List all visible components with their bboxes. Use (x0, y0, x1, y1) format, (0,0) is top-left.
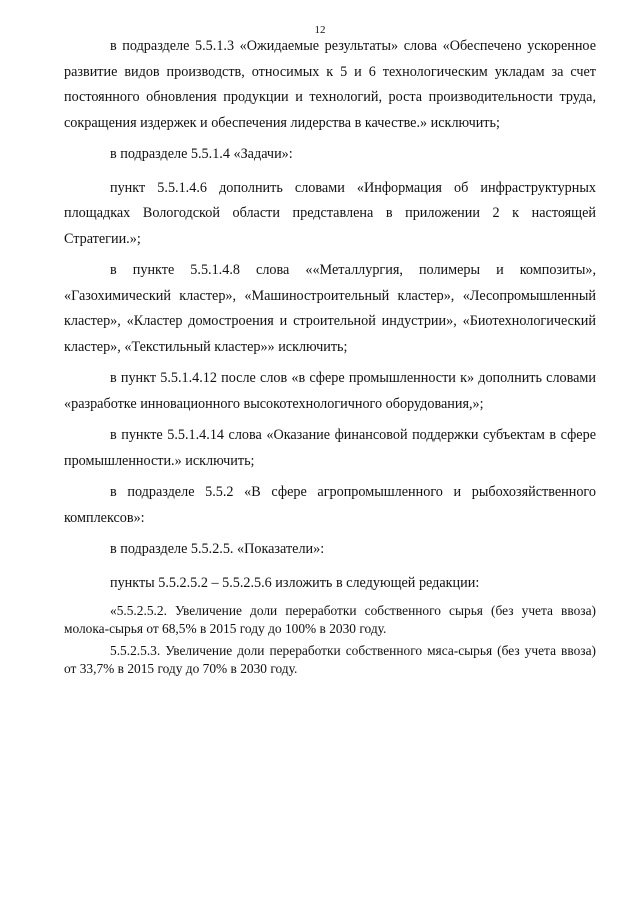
quoted-new-wording (64, 602, 596, 677)
paragraph-items-5-5-2-5-2-to-6: пункты 5.5.2.5.2 – 5.5.2.5.6 изложить в следующей редакции: (110, 574, 480, 591)
paragraph-item-5-5-1-4-6: пункт 5.5.1.4.6 дополнить словами «Информация об инфраструктурных площадках Вологодской области представлена в приложении 2 к настоящей Стратегии.»; (64, 179, 596, 247)
paragraph-subsection-5-5-1-4: в подразделе 5.5.1.4 «Задачи»: (110, 146, 293, 162)
paragraph-subsection-5-5-2-5: в подразделе 5.5.2.5. «Показатели»: (110, 541, 325, 557)
paragraph-item-5-5-1-4-8: в пункте 5.5.1.4.8 слова ««Металлургия, полимеры и композиты», «Газохимический кластер», «Машиностроительный кластер», «Лесопромышленный кластер», «Кластер домостроения и строительной индустрии», «Биотехнологический кластер», «Текстильный кластер»» исключить; (64, 262, 596, 355)
paragraph-subsection-5-5-1-3: в подразделе 5.5.1.3 «Ожидаемые результаты» слова «Обеспечено ускоренное развитие видов производств, относимых к 5 и 6 технологическим укладам за счет постоянного обновления продукции и технологий, роста производительности труда, сокращения издержек и обеспечения лидерства в качестве.» исключить; (64, 38, 596, 131)
document-body (64, 34, 596, 682)
paragraph-item-5-5-1-4-12: в пункт 5.5.1.4.12 после слов «в сфере промышленности к» дополнить словами «разработке инновационного высокотехнологичного оборудования,»; (64, 370, 596, 412)
page-number: 12 (314, 24, 326, 36)
quoted-item-5-5-2-5-3: 5.5.2.5.3. Увеличение доли переработки собственного мяса-сырья (без учета ввоза) от 33,7% в 2015 году до 70% в 2030 году. (64, 643, 596, 676)
paragraph-subsection-5-5-2: в подразделе 5.5.2 «В сфере агропромышленного и рыбохозяйственного комплексов»: (64, 484, 596, 526)
paragraph-item-5-5-1-4-14: в пункте 5.5.1.4.14 слова «Оказание финансовой поддержки субъектам в сфере промышленности.» исключить; (64, 427, 596, 469)
quoted-item-5-5-2-5-2: «5.5.2.5.2. Увеличение доли переработки собственного сырья (без учета ввоза) молока-сырья от 68,5% в 2015 году до 100% в 2030 году. (64, 603, 596, 636)
